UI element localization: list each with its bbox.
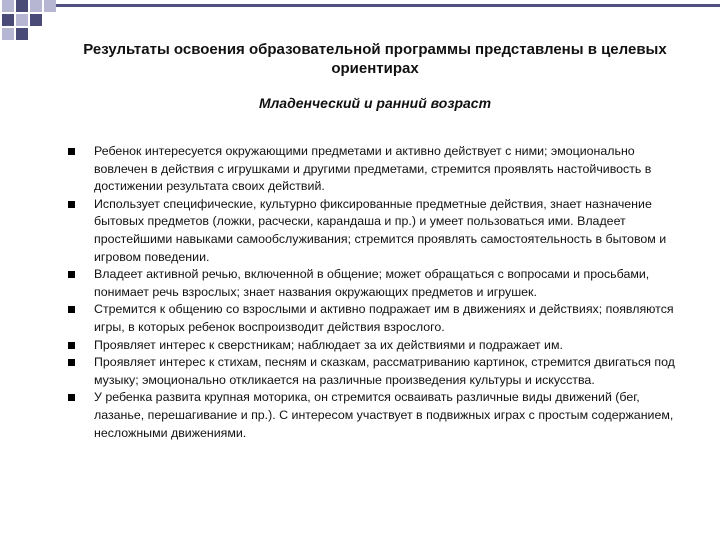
- deco-square: [16, 28, 28, 40]
- list-item: [68, 354, 688, 389]
- list-item: [68, 266, 688, 301]
- square-bullet-icon: [68, 271, 75, 278]
- list-item-text: У ребенка развита крупная моторика, он стремится осваивать различные виды движений (бег, лазанье, перешагивание и пр.). С интересом участвует в подвижных играх с простым содержанием, несложными движениями.: [94, 390, 674, 440]
- deco-square: [2, 28, 14, 40]
- deco-square: [30, 14, 42, 26]
- square-bullet-icon: [68, 359, 75, 366]
- list-item-text: Проявляет интерес к сверстникам; наблюдает за их действиями и подражает им.: [94, 337, 563, 352]
- list-item-text: Проявляет интерес к стихам, песням и сказкам, рассматриванию картинок, стремится двигаться под музыку; эмоционально откликается на различные произведения культуры и искусства.: [94, 355, 675, 387]
- page-title: Результаты освоения образовательной программы представлены в целевых ориентирах: [83, 41, 667, 77]
- deco-square: [2, 0, 14, 12]
- list-item-text: Использует специфические, культурно фиксированные предметные действия, знает назначение бытовых предметов (ложки, расчески, карандаша и пр.) и умеет пользоваться ими. Владеет простейшими навыками самообслуживания; стремится проявлять самостоятельность в бытовом и игровом поведении.: [94, 196, 667, 264]
- page-subtitle: Младенческий и ранний возраст: [258, 95, 492, 111]
- list-item-text: Ребенок интересуется окружающими предметами и активно действует с ними; эмоционально вовлечен в действия с игрушками и другими предметами, стремится проявлять настойчивость в достижении результата своих действий.: [94, 144, 652, 194]
- square-bullet-icon: [68, 148, 75, 155]
- square-bullet-icon: [68, 201, 75, 208]
- square-bullet-icon: [68, 394, 75, 401]
- square-bullet-icon: [68, 342, 75, 349]
- deco-square: [30, 0, 42, 12]
- list-item-text: Стремится к общению со взрослыми и активно подражает им в движениях и действиях; появляются игры, в которых ребенок воспроизводит действия взрослого.: [94, 302, 674, 334]
- deco-square: [2, 14, 14, 26]
- deco-line: [56, 4, 720, 7]
- list-item-text: Владеет активной речью, включенной в общение; может обращаться с вопросами и просьбами, понимает речь взрослых; знает названия окружающих предметов и игрушек.: [94, 267, 650, 299]
- list-item: [68, 337, 688, 355]
- list-item: [68, 143, 688, 196]
- targets-list: [68, 143, 688, 442]
- decorative-header: [0, 0, 720, 40]
- list-item: [68, 301, 688, 336]
- list-item: [68, 389, 688, 442]
- deco-square: [16, 0, 28, 12]
- deco-square: [44, 0, 56, 12]
- list-item: [68, 196, 688, 266]
- square-bullet-icon: [68, 306, 75, 313]
- deco-square: [16, 14, 28, 26]
